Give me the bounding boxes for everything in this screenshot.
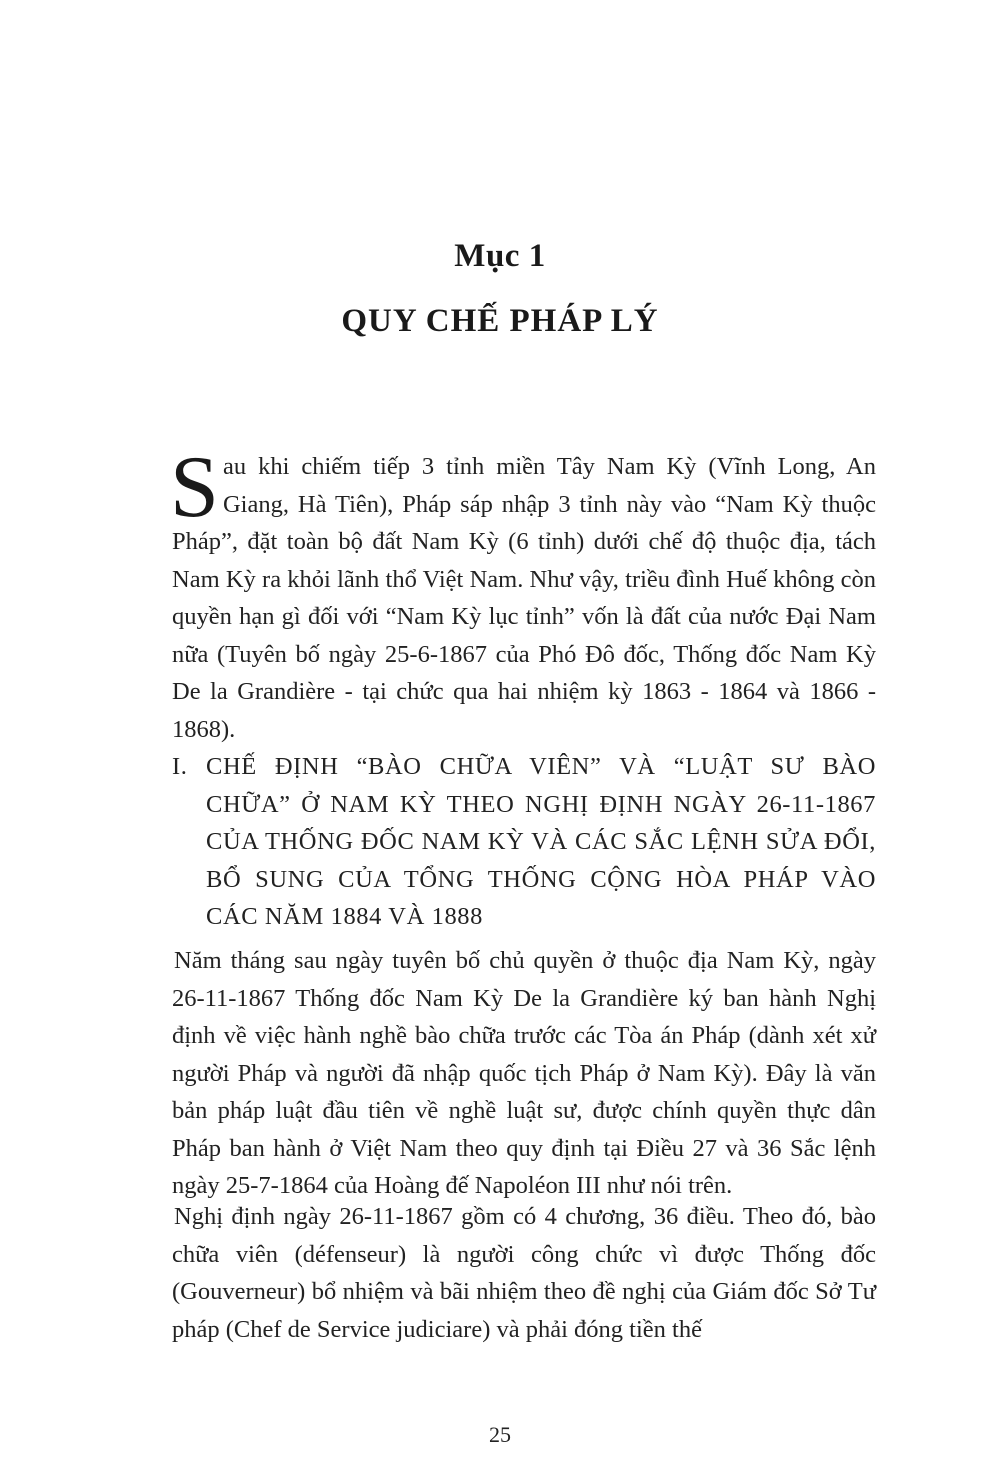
section-title: QUY CHẾ PHÁP LÝ [341, 303, 659, 339]
body-paragraph: Năm tháng sau ngày tuyên bố chủ quyền ở thuộc địa Nam Kỳ, ngày 26-11-1867 Thống đốc Nam Kỳ De la Grandière ký ban hành Nghị định về việc hành nghề bào chữa trước các Tòa án Pháp (dành xét xử người Pháp và người đã nhập quốc tịch Pháp ở Nam Kỳ). Đây là văn bản pháp luật đầu tiên về nghề luật sư, được chính quyền thực dân Pháp ban hành ở Việt Nam theo quy định tại Điều 27 và 36 Sắc lệnh ngày 25-7-1864 của Hoàng đế Napoléon III như nói trên. [172, 947, 876, 1199]
section-number: Mục 1 [454, 238, 546, 274]
body-paragraph: Nghị định ngày 26-11-1867 gồm có 4 chương, 36 điều. Theo đó, bào chữa viên (défenseur) là người công chức vì được Thống đốc (Gouverneur) bổ nhiệm và bãi nhiệm theo đề nghị của Giám đốc Sở Tư pháp (Chef de Service judiciare) và phải đóng tiền thế [172, 1203, 876, 1343]
opening-paragraph [170, 439, 876, 748]
drop-cap: S [170, 439, 219, 536]
subsection-heading-text: CHẾ ĐỊNH “BÀO CHỮA VIÊN” VÀ “LUẬT SƯ BÀO CHỮA” Ở NAM KỲ THEO NGHỊ ĐỊNH NGÀY 26-11-1867 CỦA THỐNG ĐỐC NAM KỲ VÀ CÁC SẮC LỆNH SỬA ĐỔI, BỔ SUNG CỦA TỔNG THỐNG CỘNG HÒA PHÁP VÀO CÁC NĂM 1884 VÀ 1888 [206, 753, 876, 930]
subsection-heading [172, 748, 876, 936]
subsection-marker: I. [172, 753, 188, 780]
page-number: 25 [489, 1422, 511, 1447]
opening-paragraph-text: au khi chiếm tiếp 3 tỉnh miền Tây Nam Kỳ (Vĩnh Long, An Giang, Hà Tiên), Pháp sáp nhập 3 tỉnh này vào “Nam Kỳ thuộc Pháp”, đặt toàn bộ đất Nam Kỳ (6 tỉnh) dưới chế độ thuộc địa, tách Nam Kỳ ra khỏi lãnh thổ Việt Nam. Như vậy, triều đình Huế không còn quyền hạn gì đối với “Nam Kỳ lục tỉnh” vốn là đất của nước Đại Nam nữa (Tuyên bố ngày 25-6-1867 của Phó Đô đốc, Thống đốc Nam Kỳ De la Grandière - tại chức qua hai nhiệm kỳ 1863 - 1864 và 1866 - 1868). [172, 453, 876, 743]
